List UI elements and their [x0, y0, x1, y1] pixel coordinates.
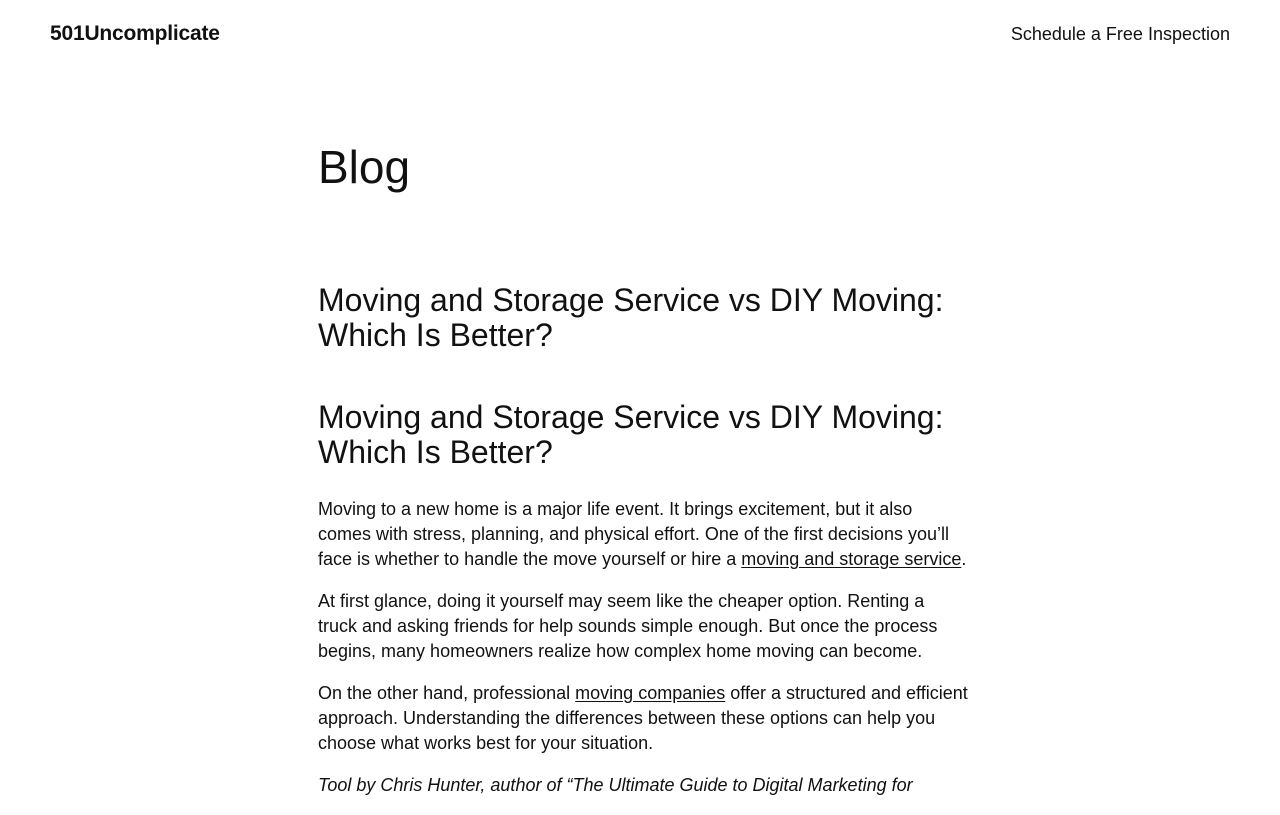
moving-storage-service-link[interactable]: moving and storage service: [741, 549, 962, 569]
paragraph-professional-rest: offer a structured and efficient approach. Understanding the differences between these options can help you choose what works best for your situation.: [318, 683, 968, 753]
paragraph-intro-end: .: [961, 549, 967, 569]
moving-companies-link[interactable]: moving companies: [575, 683, 726, 703]
post-title-link[interactable]: Moving and Storage Service vs DIY Moving: Which Is Better?: [318, 282, 944, 353]
schedule-inspection-link[interactable]: Schedule a Free Inspection: [1010, 24, 1230, 44]
paragraph-diy: At first glance, doing it yourself may seem like the cheaper option. Renting a truck and asking friends for help sounds simple enough. But once the process begins, many homeowners realize how complex home moving can become.: [318, 591, 938, 661]
post-title: [318, 283, 968, 353]
entry-heading: Moving and Storage Service vs DIY Moving: Which Is Better?: [318, 399, 944, 470]
page-title: Blog: [318, 141, 411, 193]
paragraph-intro: [318, 497, 968, 572]
author-credit: Tool by Chris Hunter, author of “The Ultimate Guide to Digital Marketing for: [318, 775, 913, 795]
paragraph-professional: [318, 681, 968, 756]
paragraph-professional-text: On the other hand, professional: [318, 683, 576, 703]
site-title-link[interactable]: 501Uncomplicate: [50, 22, 220, 45]
post-content: [318, 497, 968, 815]
paragraph-intro-text: Moving to a new home is a major life event. It brings excitement, but it also comes with stress, planning, and physical effort. One of the first decisions you’ll face is whether to handle the move yourself or hire a: [318, 499, 949, 569]
site-header: [0, 0, 1280, 70]
